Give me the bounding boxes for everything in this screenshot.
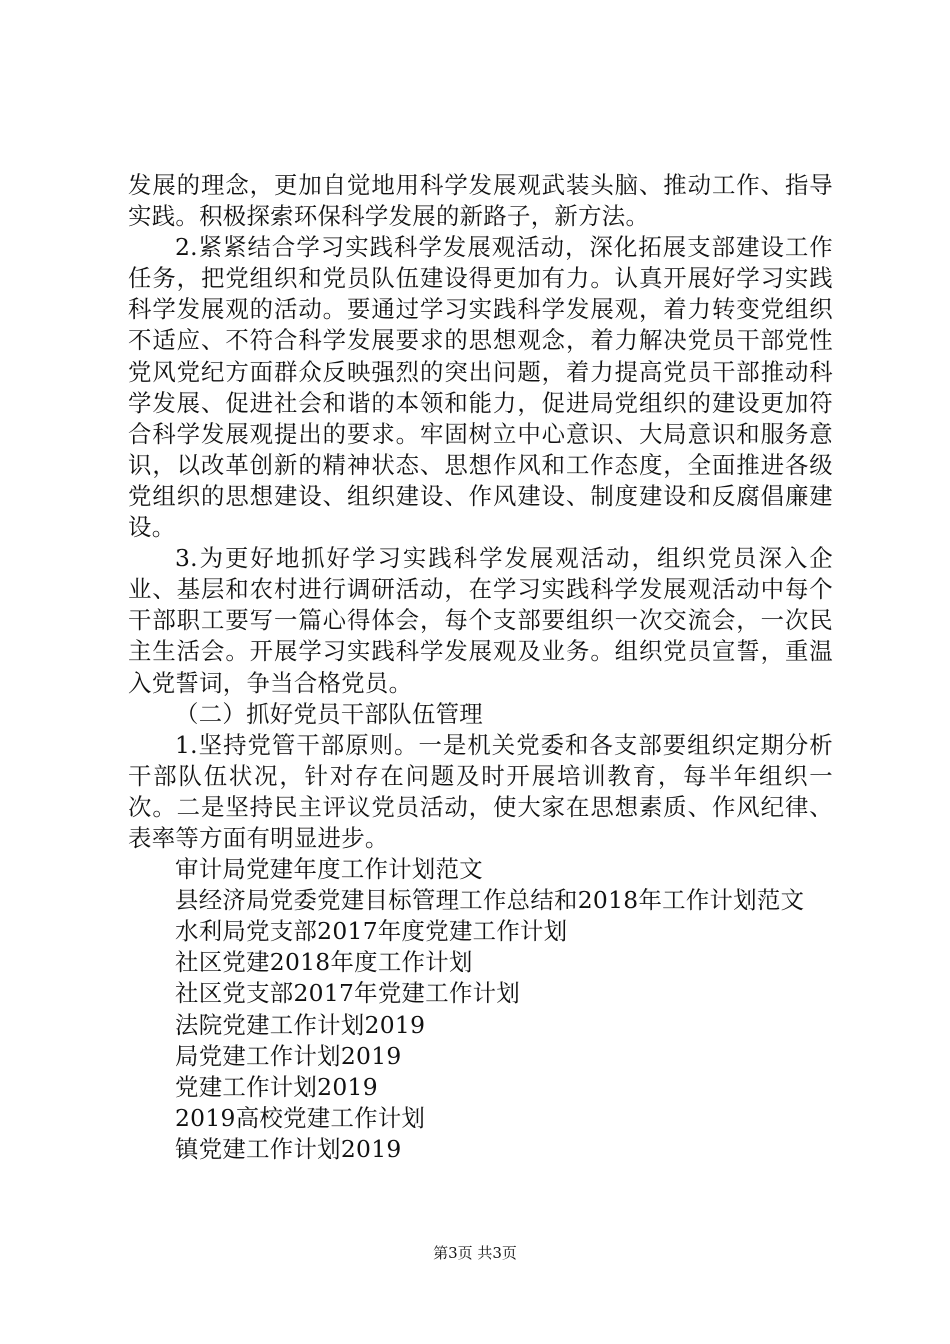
document-body <box>128 170 833 1165</box>
section-heading-cadre-management: （二）抓好党员干部队伍管理 <box>175 699 483 728</box>
related-document-link[interactable]: 法院党建工作计划2019 <box>175 1010 426 1039</box>
paragraph-intro-continuation: 发展的理念，更加自觉地用科学发展观武装头脑、推动工作、指导实践。积极探索环保科学发展的新路子，新方法。 <box>128 171 833 231</box>
page-number-footer: 第3页 共3页 <box>433 1244 517 1262</box>
related-document-link[interactable]: 审计局党建年度工作计划范文 <box>175 855 483 884</box>
related-document-link[interactable]: 社区党支部2017年党建工作计划 <box>175 979 521 1008</box>
related-document-link[interactable]: 水利局党支部2017年度党建工作计划 <box>175 917 568 946</box>
paragraph-cadre-item-1: 1.坚持党管干部原则。一是机关党委和各支部要组织定期分析干部队伍状况，针对存在问题及时开展培训教育，每半年组织一次。二是坚持民主评议党员活动，使大家在思想素质、作风纪律、表率等方面有明显进步。 <box>128 730 833 852</box>
related-document-link[interactable]: 2019高校党建工作计划 <box>175 1103 426 1132</box>
related-document-link[interactable]: 党建工作计划2019 <box>175 1072 378 1101</box>
paragraph-item-3: 3.为更好地抓好学习实践科学发展观活动，组织党员深入企业、基层和农村进行调研活动，在学习实践科学发展观活动中每个干部职工要写一篇心得体会，每个支部要组织一次交流会，一次民主生活会。开展学习实践科学发展观及业务。组织党员宣誓，重温入党誓词，争当合格党员。 <box>128 544 833 697</box>
related-document-link[interactable]: 社区党建2018年度工作计划 <box>175 948 473 977</box>
related-document-link[interactable]: 县经济局党委党建目标管理工作总结和2018年工作计划范文 <box>175 886 805 915</box>
related-documents-list <box>128 854 833 1165</box>
related-document-link[interactable]: 局党建工作计划2019 <box>175 1041 402 1070</box>
related-document-link[interactable]: 镇党建工作计划2019 <box>175 1134 402 1163</box>
paragraph-item-2: 2.紧紧结合学习实践科学发展观活动，深化拓展支部建设工作任务，把党组织和党员队伍建设得更加有力。认真开展好学习实践科学发展观的活动。要通过学习实践科学发展观，着力转变党组织不适应、不符合科学发展要求的思想观念，着力解决党员干部党性党风党纪方面群众反映强烈的突出问题，着力提高党员干部推动科学发展、促进社会和谐的本领和能力，促进局党组织的建设更加符合科学发展观提出的要求。牢固树立中心意识、大局意识和服务意识，以改革创新的精神状态、思想作风和工作态度，全面推进各级党组织的思想建设、组织建设、作风建设、制度建设和反腐倡廉建设。 <box>128 233 833 542</box>
